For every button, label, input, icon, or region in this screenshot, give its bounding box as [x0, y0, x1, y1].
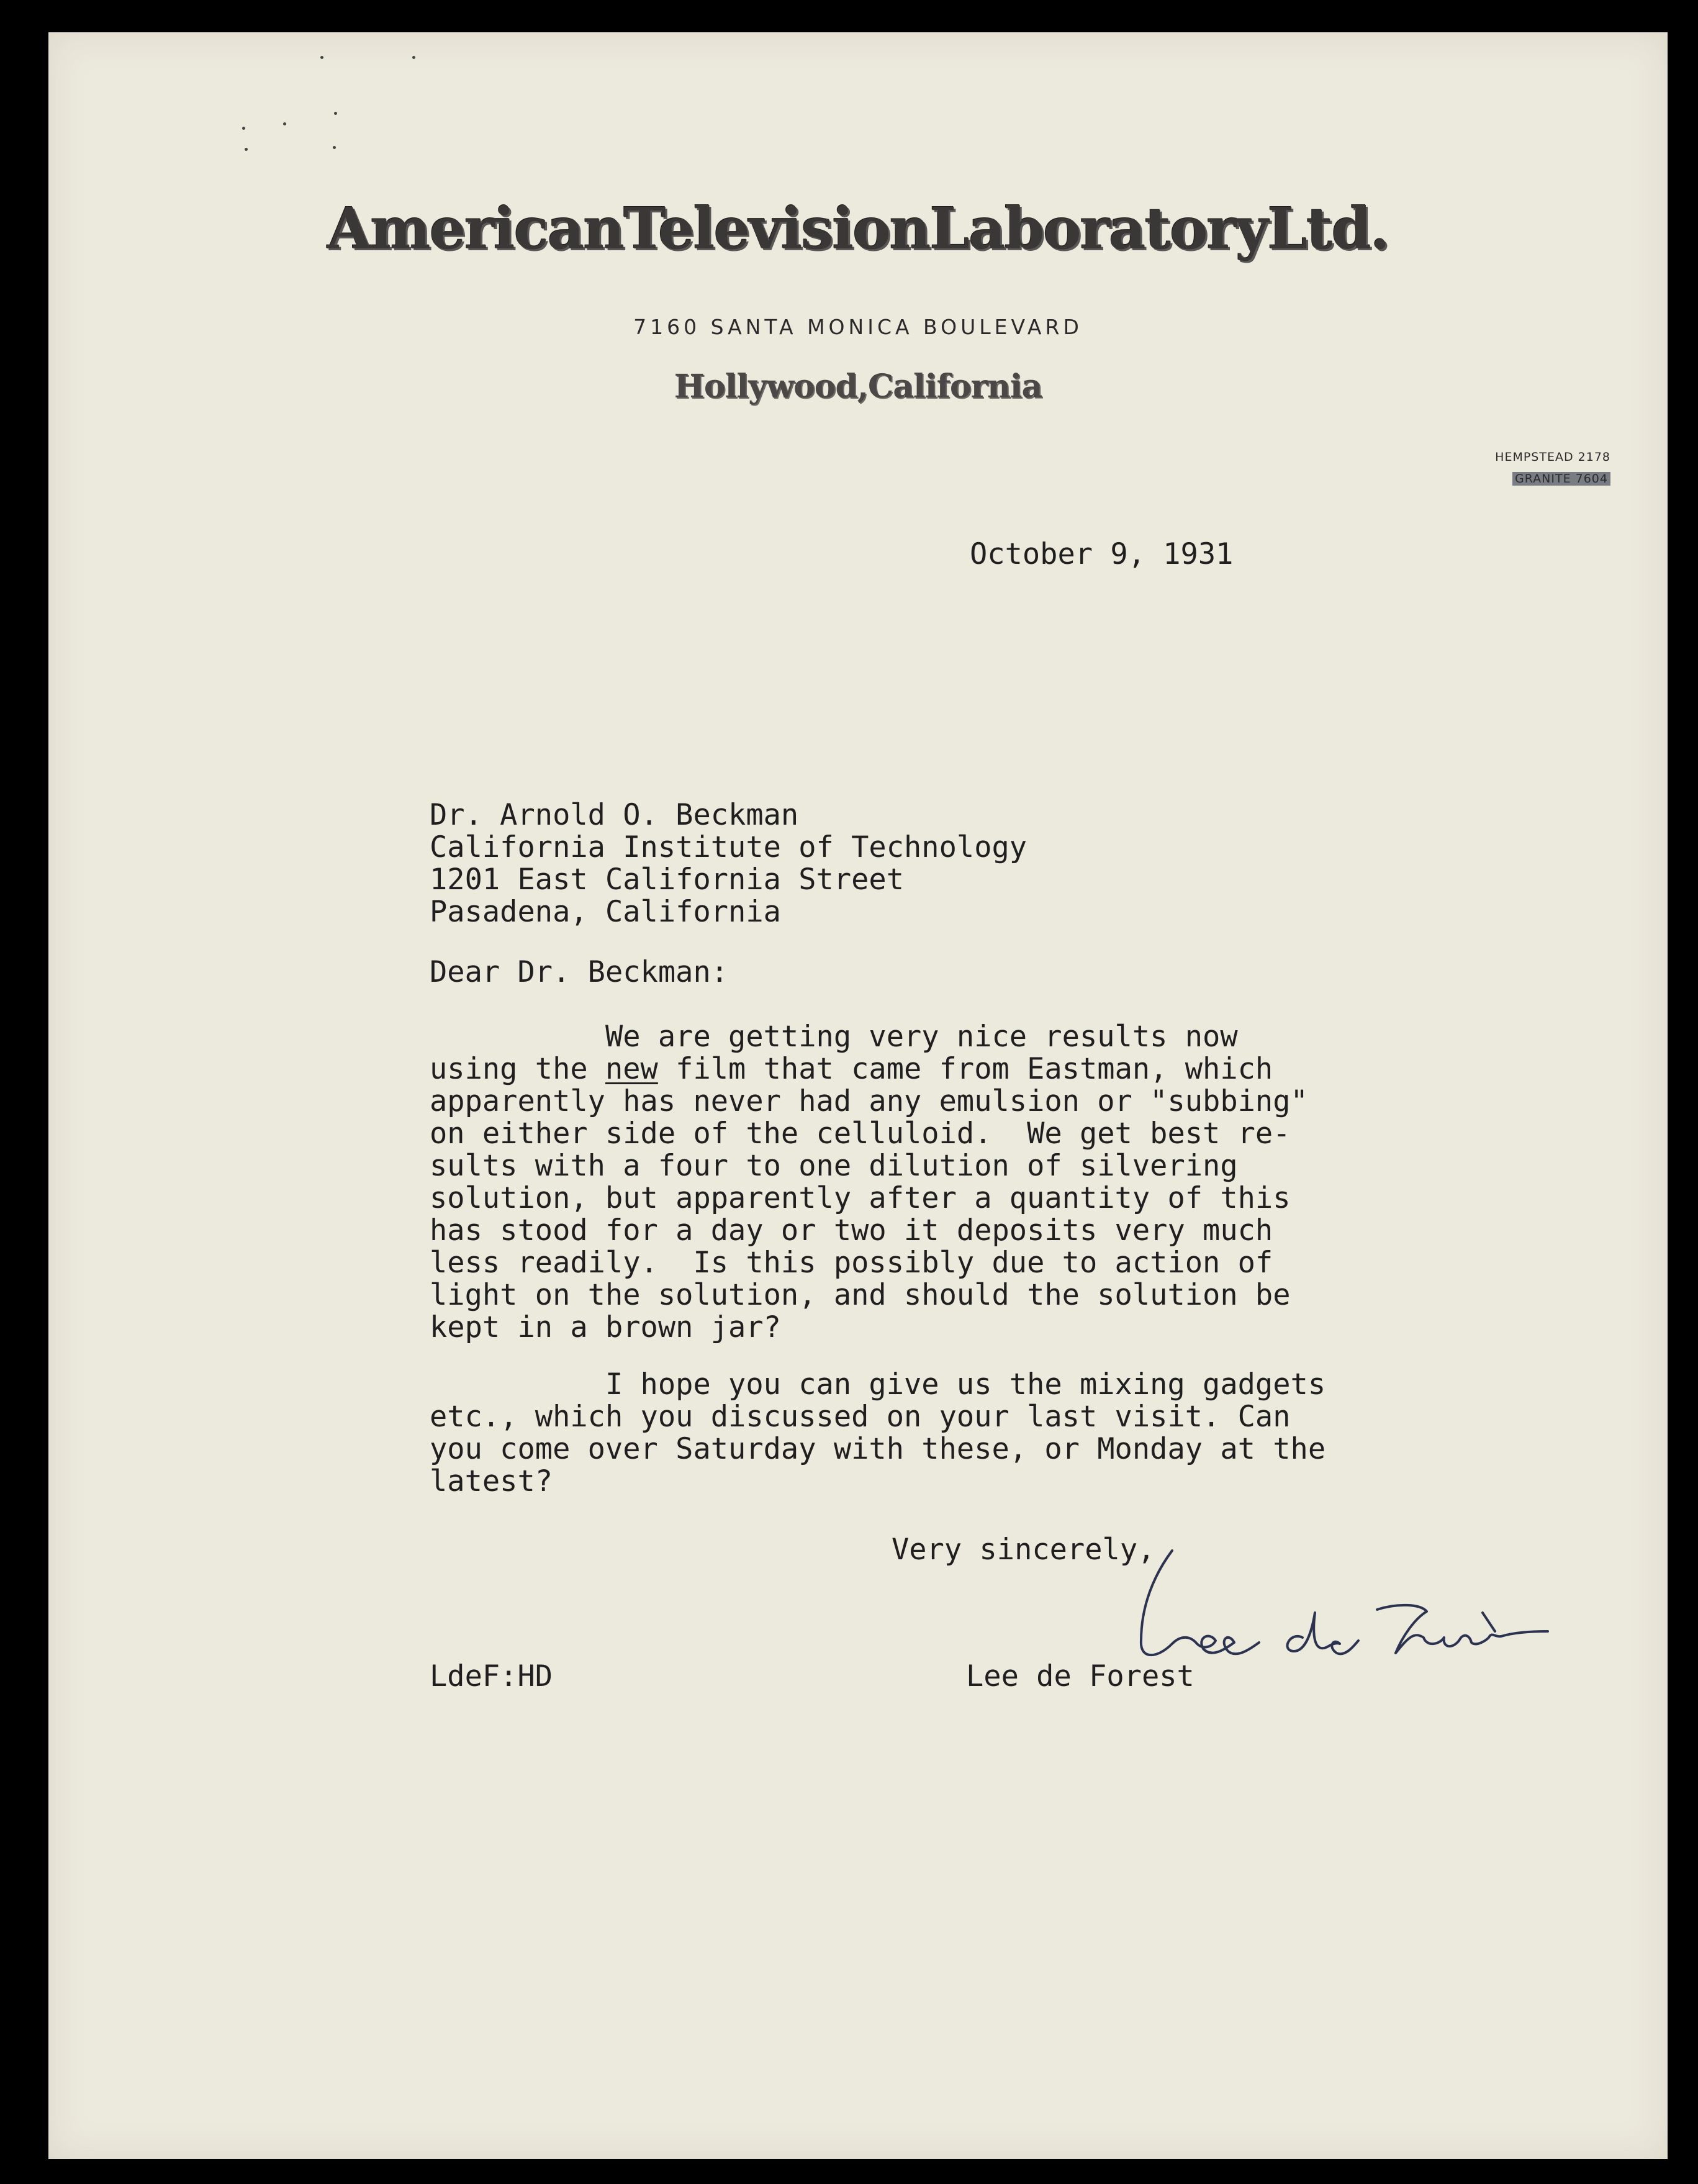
salutation: Dear Dr. Beckman: [430, 955, 729, 989]
body-line: kept in a brown jar? [430, 1310, 781, 1344]
speck [412, 56, 415, 59]
recipient-address [430, 799, 1027, 928]
recipient-name: Dr. Arnold O. Beckman [430, 798, 799, 832]
body-line: light on the solution, and should the solution be [430, 1278, 1291, 1312]
body-line: I hope you can give us the mixing gadgets [430, 1367, 1326, 1402]
letterhead-address: 7160 SANTA MONICA BOULEVARD [633, 315, 1083, 339]
letterhead-phone-hempstead: HEMPSTEAD 2178 [1495, 450, 1610, 464]
speck [245, 148, 248, 151]
recipient-city: Pasadena, California [430, 895, 781, 929]
body-line: on either side of the celluloid. We get best re- [430, 1117, 1291, 1151]
body-line: etc., which you discussed on your last visit. Can [430, 1400, 1291, 1434]
body-line: using the new film that came from Eastman, which [430, 1052, 1273, 1086]
recipient-institution: California Institute of Technology [430, 830, 1027, 864]
letter-page [48, 32, 1668, 2159]
speck [334, 112, 337, 115]
signature-stroke [1288, 1613, 1358, 1654]
speck [333, 146, 336, 149]
speck [283, 122, 286, 125]
closing: Very sincerely, [892, 1533, 1155, 1567]
body-line: solution, but apparently after a quantity of this [430, 1181, 1291, 1215]
signature-stroke [1483, 1613, 1495, 1631]
letterhead-phone-granite: GRANITE 7604 [1512, 472, 1610, 486]
speck [242, 127, 245, 130]
signature-stroke [1141, 1551, 1259, 1655]
body-line: sults with a four to one dilution of silvering [430, 1149, 1238, 1183]
letterhead-company: AmericanTelevisionLaboratoryLtd. [327, 195, 1389, 262]
body-line: has stood for a day or two it deposits very much [430, 1213, 1273, 1248]
body-line: We are getting very nice results now [430, 1020, 1238, 1054]
body-line: less readily. Is this possibly due to action of [430, 1246, 1273, 1280]
typist-initials: LdeF:HD [430, 1659, 553, 1693]
letterhead-city: Hollywood,California [674, 368, 1042, 406]
signature-stroke [1377, 1605, 1548, 1653]
letter-date: October 9, 1931 [970, 537, 1234, 571]
underlined-word: new [605, 1052, 658, 1086]
recipient-street: 1201 East California Street [430, 863, 905, 897]
body-line: you come over Saturday with these, or Monday at the [430, 1432, 1326, 1466]
signer-name: Lee de Forest [966, 1659, 1194, 1693]
body-line: apparently has never had any emulsion or "subbing" [430, 1084, 1308, 1118]
body-paragraph-2 [430, 1369, 1325, 1498]
speck [320, 56, 323, 59]
body-paragraph-1 [430, 1021, 1308, 1344]
body-line: latest? [430, 1464, 553, 1498]
